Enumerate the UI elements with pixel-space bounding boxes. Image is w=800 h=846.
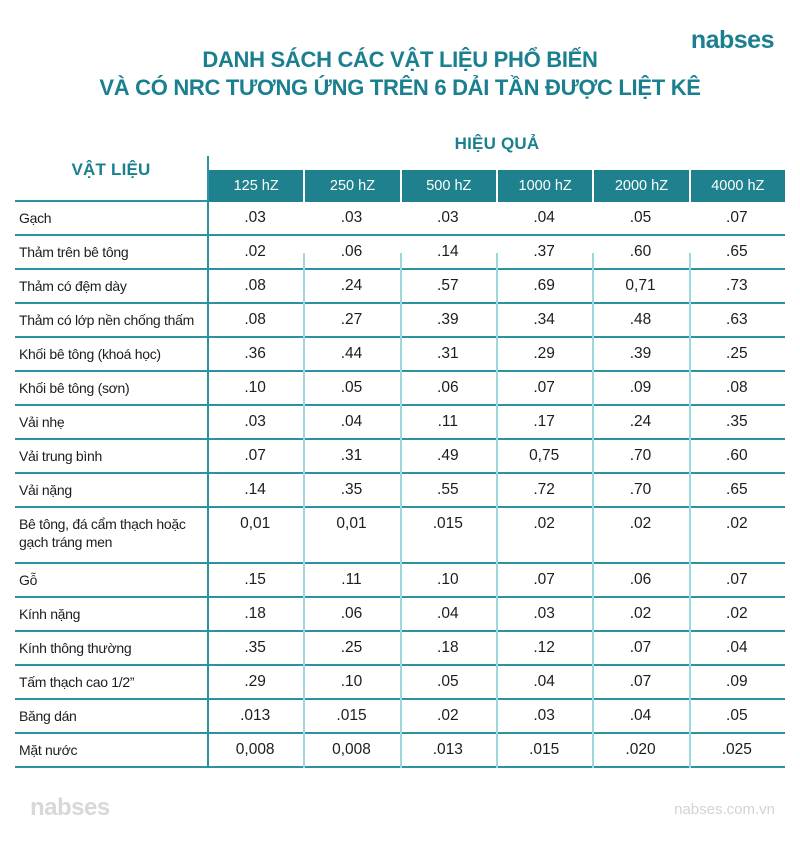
value-cell: .04 [340, 413, 363, 430]
value-cell: .39 [629, 345, 652, 362]
material-cell: Bê tông, đá cẩm thạch hoặc gạch tráng men [19, 516, 186, 550]
value-cell: .02 [629, 515, 652, 532]
material-cell: Thảm có lớp nền chống thấm [19, 312, 194, 328]
table-row [15, 564, 785, 598]
material-cell: Tấm thạch cao 1/2” [19, 674, 135, 690]
value-cell: .05 [437, 673, 459, 690]
value-cell: .015 [432, 515, 463, 532]
frequency-header-cell: 125 hZ [209, 170, 303, 202]
table-row [15, 734, 785, 768]
material-cell: Vải trung bình [19, 448, 102, 464]
value-cell: .02 [533, 515, 555, 532]
value-cell: .70 [629, 447, 652, 464]
value-cell: .24 [629, 413, 652, 430]
value-cell: .03 [533, 707, 555, 724]
page-title [0, 46, 800, 102]
value-cell: .09 [629, 379, 652, 396]
material-cell: Khối bê tông (khoá học) [19, 346, 161, 362]
value-cell: .07 [629, 673, 652, 690]
value-cell: .03 [244, 209, 266, 226]
table-body [15, 202, 785, 768]
value-cell: .07 [726, 571, 748, 588]
material-cell: Khối bê tông (sơn) [19, 380, 130, 396]
value-cell: .013 [432, 741, 463, 758]
value-cell: .013 [240, 707, 271, 724]
value-cell: .025 [721, 741, 752, 758]
value-cell: .04 [726, 639, 748, 656]
table-row [15, 270, 785, 304]
value-cell: .06 [437, 379, 459, 396]
table-row [15, 440, 785, 474]
material-cell: Gỗ [19, 572, 38, 588]
value-cell: .69 [533, 277, 555, 294]
value-cell: .35 [726, 413, 748, 430]
brand-logo-footer: nabses [30, 794, 110, 821]
value-cell: .44 [340, 345, 363, 362]
value-cell: .18 [437, 639, 459, 656]
page-title-line2: VÀ CÓ NRC TƯƠNG ỨNG TRÊN 6 DẢI TẦN ĐƯỢC LIỆT KÊ [99, 75, 701, 100]
frequency-header-cell: 2000 hZ [594, 170, 688, 202]
value-cell: .04 [629, 707, 652, 724]
table-row [15, 406, 785, 440]
value-cell: .03 [437, 209, 459, 226]
frequency-header-cell: 500 hZ [402, 170, 496, 202]
value-cell: .12 [533, 639, 555, 656]
value-cell: .08 [244, 277, 266, 294]
nrc-table [15, 130, 785, 768]
value-cell: .02 [437, 707, 459, 724]
table-row [15, 202, 785, 236]
value-cell: .55 [437, 481, 459, 498]
value-cell: .31 [437, 345, 459, 362]
value-cell: .39 [437, 311, 459, 328]
value-cell: .03 [340, 209, 363, 226]
value-cell: 0,01 [336, 515, 367, 532]
value-cell: .14 [244, 481, 266, 498]
value-cell: .07 [629, 639, 652, 656]
material-cell: Vải nhẹ [19, 414, 65, 430]
value-cell: .31 [340, 447, 363, 464]
frequency-header-cell: 1000 hZ [498, 170, 592, 202]
value-cell: .06 [340, 605, 363, 622]
value-cell: 0,008 [235, 741, 275, 758]
frequency-header-row [209, 170, 785, 202]
value-cell: .15 [244, 571, 266, 588]
value-cell: .05 [629, 209, 652, 226]
value-cell: .29 [244, 673, 266, 690]
value-cell: .07 [244, 447, 266, 464]
brand-logo-top: nabses [690, 26, 774, 54]
value-cell: .36 [244, 345, 266, 362]
value-cell: .14 [437, 243, 459, 260]
value-cell: .72 [533, 481, 555, 498]
table-header [15, 130, 785, 202]
value-cell: .37 [533, 243, 555, 260]
table-row [15, 474, 785, 508]
value-cell: .04 [533, 209, 555, 226]
table-row [15, 598, 785, 632]
value-cell: .02 [726, 605, 748, 622]
value-cell: .65 [726, 243, 748, 260]
value-cell: .02 [629, 605, 652, 622]
value-cell: .18 [244, 605, 266, 622]
value-cell: .10 [437, 571, 459, 588]
material-cell: Thảm trên bê tông [19, 244, 129, 260]
column-group-header: HIỆU QUẢ [454, 134, 540, 153]
value-cell: .17 [533, 413, 555, 430]
material-cell: Băng dán [19, 708, 77, 724]
value-cell: .35 [340, 481, 363, 498]
material-cell: Gạch [19, 210, 52, 226]
value-cell: .02 [244, 243, 266, 260]
value-cell: .08 [244, 311, 266, 328]
value-cell: .05 [726, 707, 748, 724]
value-cell: .04 [533, 673, 555, 690]
value-cell: .27 [340, 311, 363, 328]
page-title-line1: DANH SÁCH CÁC VẬT LIỆU PHỔ BIẾN [202, 47, 598, 72]
table-row [15, 666, 785, 700]
value-cell: .02 [726, 515, 748, 532]
value-cell: .10 [244, 379, 266, 396]
value-cell: .25 [726, 345, 748, 362]
table-row [15, 338, 785, 372]
value-cell: .48 [629, 311, 652, 328]
value-cell: .57 [437, 277, 459, 294]
value-cell: .015 [336, 707, 367, 724]
value-cell: .020 [625, 741, 656, 758]
value-cell: .015 [529, 741, 560, 758]
value-cell: .11 [437, 413, 459, 430]
material-cell: Mặt nước [19, 742, 78, 758]
table-row [15, 632, 785, 666]
value-cell: .60 [726, 447, 748, 464]
material-cell: Vải nặng [19, 482, 72, 498]
value-cell: 0,71 [625, 277, 656, 294]
material-column-header: VẬT LIỆU [71, 160, 151, 179]
value-cell: .08 [726, 379, 748, 396]
value-cell: .24 [340, 277, 363, 294]
frequency-header-cell: 250 hZ [305, 170, 399, 202]
table-row [15, 508, 785, 564]
value-cell: .10 [340, 673, 363, 690]
frequency-header-cell: 4000 hZ [691, 170, 785, 202]
material-cell: Kính thông thường [19, 640, 132, 656]
value-cell: .06 [340, 243, 363, 260]
value-cell: .05 [340, 379, 363, 396]
value-cell: .29 [533, 345, 555, 362]
value-cell: .06 [629, 571, 652, 588]
value-cell: .60 [629, 243, 652, 260]
value-cell: .04 [437, 605, 459, 622]
material-cell: Kính nặng [19, 606, 81, 622]
table-row [15, 372, 785, 406]
value-cell: .25 [340, 639, 363, 656]
value-cell: .11 [341, 571, 362, 588]
value-cell: 0,008 [332, 741, 371, 758]
value-cell: .63 [726, 311, 748, 328]
value-cell: .65 [726, 481, 748, 498]
value-cell: .03 [244, 413, 266, 430]
value-cell: .73 [726, 277, 748, 294]
value-cell: .03 [533, 605, 555, 622]
table-row [15, 236, 785, 270]
value-cell: .49 [437, 447, 459, 464]
value-cell: 0,01 [240, 515, 271, 532]
value-cell: .35 [244, 639, 266, 656]
value-cell: .07 [726, 209, 748, 226]
value-cell: .34 [533, 311, 555, 328]
footer-website: nabses.com.vn [674, 801, 775, 818]
value-cell: .09 [726, 673, 748, 690]
value-cell: .07 [533, 379, 555, 396]
value-cell: .70 [629, 481, 652, 498]
table-row [15, 304, 785, 338]
table-row [15, 700, 785, 734]
material-cell: Thảm có đệm dày [19, 278, 127, 294]
value-cell: .07 [533, 571, 555, 588]
value-cell: 0,75 [529, 447, 560, 464]
